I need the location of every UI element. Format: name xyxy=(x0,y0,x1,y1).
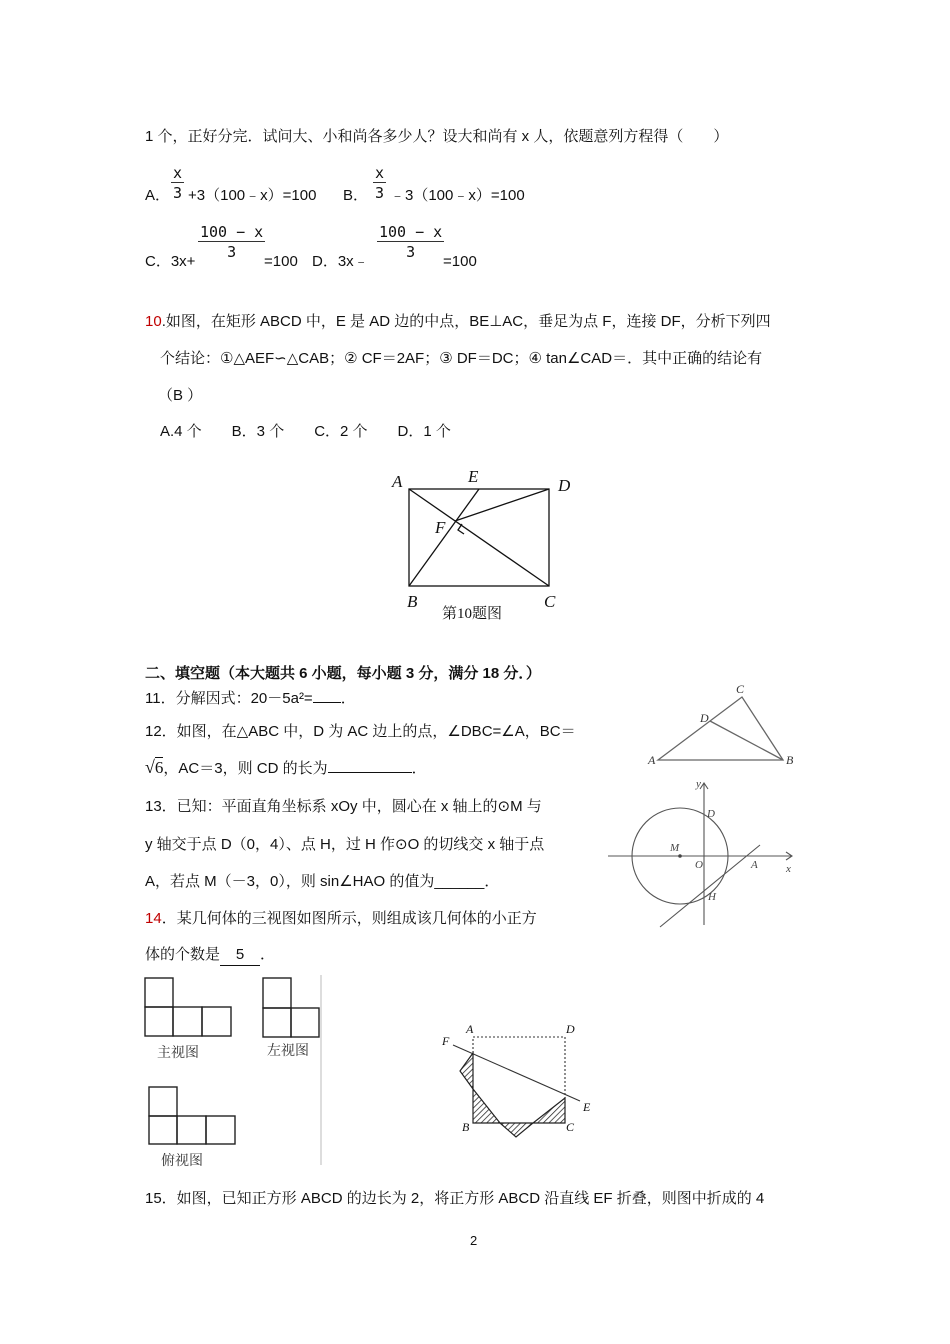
q12-label-b: B xyxy=(786,753,794,767)
q14-top-view-label: 俯视图 xyxy=(161,1153,203,1169)
q10-line1 xyxy=(145,312,771,332)
q12-answer-blank xyxy=(328,772,412,773)
q9-option-b-denominator: 3 xyxy=(375,184,385,202)
q14-line2 xyxy=(145,945,275,966)
q14-front-cube xyxy=(173,1007,202,1036)
q14-line2-text: 体的个数是 xyxy=(145,946,221,963)
q14-number: 14 xyxy=(145,910,162,927)
q10-line1-text: .如图，在矩形 ABCD 中，E 是 AD 边的中点，BE⊥AC，垂足为点 F，连接 DF，分析下列四 xyxy=(161,313,771,330)
q9-option-c-rest: =100 xyxy=(264,253,298,270)
q14-left-cube xyxy=(291,1008,319,1037)
q14-front-cube xyxy=(145,1007,173,1036)
q10-label-b: B xyxy=(407,592,418,611)
q9-option-a-denominator: 3 xyxy=(173,184,183,202)
q10-segment-df xyxy=(455,489,549,521)
q10-right-angle-mark xyxy=(458,524,464,534)
q10-label-e: E xyxy=(468,467,479,486)
q9-option-c-label: C．3x+ xyxy=(145,253,196,270)
q15-label-e: E xyxy=(583,1100,591,1114)
q15-hatched-triangle xyxy=(533,1098,565,1123)
q12-label-a: A xyxy=(648,753,656,767)
q10-number: 10 xyxy=(145,313,162,330)
q13-label-d: D xyxy=(707,808,715,820)
q9-option-c-denominator: 3 xyxy=(227,243,237,261)
q14-front-cube xyxy=(202,1007,231,1036)
q13-label-o: O xyxy=(695,859,703,871)
section2-title: 二、填空题（本大题共 6 小题，每小题 3 分，满分 18 分．） xyxy=(145,665,541,682)
sqrt-icon: √ xyxy=(145,757,155,777)
q11-text: 11．分解因式：20－5a²= xyxy=(145,690,313,707)
q10-diagonal-ac xyxy=(409,489,549,586)
q9-option-d-label: D．3x﹣ xyxy=(312,253,369,270)
q11-answer-blank xyxy=(313,702,341,703)
q10-line2: 个结论：①△AEF∽△CAB；② CF＝2AF；③ DF＝DC；④ tan∠CAD＝．其中正确的结论有 xyxy=(160,350,763,367)
q14-front-view-label: 主视图 xyxy=(157,1045,199,1061)
q12-label-c: C xyxy=(736,682,745,696)
q14-line1 xyxy=(145,909,537,929)
q15-label-a: A xyxy=(466,1022,474,1036)
q13-line3: A，若点 M（－3，0），则 sin∠HAO 的值为______． xyxy=(145,873,500,890)
q15-hatched-triangle xyxy=(473,1089,500,1123)
q15-figure xyxy=(430,1015,610,1145)
q14-front-cube xyxy=(145,978,173,1007)
q12-line1: 12．如图，在△ABC 中，D 为 AC 边上的点，∠DBC=∠A，BC＝ xyxy=(145,723,576,740)
q9-option-d-rest: =100 xyxy=(443,253,477,270)
q14-top-cube xyxy=(206,1116,235,1144)
q15-hatched-triangle xyxy=(500,1123,533,1137)
q10-label-d: D xyxy=(558,476,571,495)
q10-answer: （B ） xyxy=(158,387,203,404)
q9-intro: 1 个，正好分完．试问大、小和尚各多少人？设大和尚有 x 人，依题意列方程得（ ） xyxy=(145,128,729,145)
q15-line1: 15．如图，已知正方形 ABCD 的边长为 2，将正方形 ABCD 沿直线 EF 折叠，则图中折成的 4 xyxy=(145,1190,765,1207)
q13-label-y: y xyxy=(696,778,701,790)
q11 xyxy=(145,689,356,709)
q14-left-cube xyxy=(263,1008,291,1037)
q14-three-views xyxy=(140,975,330,1170)
q9-option-b-numerator: x xyxy=(375,164,385,182)
q15-label-d: D xyxy=(566,1022,575,1036)
q10-options: A.4 个 B．3 个 C．2 个 D．1 个 xyxy=(160,423,451,440)
q14-line1-text: ．某几何体的三视图如图所示，则组成该几何体的小正方 xyxy=(161,910,537,927)
q12-segment-bd xyxy=(710,721,783,760)
q15-label-f: F xyxy=(442,1034,450,1048)
q14-left-cube xyxy=(263,978,291,1008)
q14-top-cube xyxy=(149,1087,177,1116)
q9-option-a-label: A． xyxy=(145,187,171,204)
q14-answer: 5 xyxy=(220,945,260,966)
q13-line2: y 轴交于点 D（0，4）、点 H，过 H 作⊙O 的切线交 x 轴于点 xyxy=(145,836,545,853)
q15-label-b: B xyxy=(462,1120,470,1134)
q10-label-a: A xyxy=(392,472,403,491)
q10-label-f: F xyxy=(435,518,446,537)
q10-segment-be xyxy=(409,489,479,586)
q14-top-cube xyxy=(149,1116,177,1144)
q9-option-c-fraction xyxy=(198,223,265,261)
q10-figure-caption: 第10题图 xyxy=(442,606,503,622)
q9-option-a-rest: +3（100﹣x）=100 xyxy=(188,187,317,204)
q13-tangent-line xyxy=(660,845,760,927)
q9-option-a-numerator: x xyxy=(173,164,183,182)
q14-left-view-label: 左视图 xyxy=(267,1043,309,1059)
q13-label-m: M xyxy=(670,842,680,854)
q12-sqrt-value: 6 xyxy=(154,758,164,777)
q11-end: ． xyxy=(340,690,356,707)
q12-line2 xyxy=(145,757,427,779)
q12-end: ． xyxy=(411,760,427,777)
q13-label-x: x xyxy=(786,863,791,875)
q9-option-b-label: B． xyxy=(343,187,369,204)
q12-label-d: D xyxy=(700,711,709,725)
q9-option-d-fraction xyxy=(377,223,444,261)
q13-center-dot xyxy=(678,854,682,858)
q13-label-a: A xyxy=(751,859,758,871)
q14-end: ． xyxy=(260,946,276,963)
q15-label-c: C xyxy=(566,1120,575,1134)
q9-option-d-denominator: 3 xyxy=(406,243,416,261)
q9-option-c-numerator: 100 − x xyxy=(200,223,264,241)
q14-top-cube xyxy=(177,1116,206,1144)
q12-figure xyxy=(640,680,810,770)
q12-line2-text: ，AC＝3，则 CD 的长为 xyxy=(163,760,328,777)
q13-line1: 13．已知：平面直角坐标系 xOy 中，圆心在 x 轴上的⊙M 与 xyxy=(145,798,542,815)
q9-option-a-fraction xyxy=(171,164,184,202)
q10-label-c: C xyxy=(544,592,556,611)
q13-label-h: H xyxy=(708,891,716,903)
q9-option-d-numerator: 100 − x xyxy=(379,223,443,241)
q13-figure xyxy=(600,775,805,930)
q15-hatched-triangle xyxy=(460,1053,473,1089)
q9-option-b-fraction xyxy=(373,164,386,202)
page-number: 2 xyxy=(470,1233,478,1248)
q9-option-b-rest: ﹣3（100﹣x）=100 xyxy=(390,187,525,204)
